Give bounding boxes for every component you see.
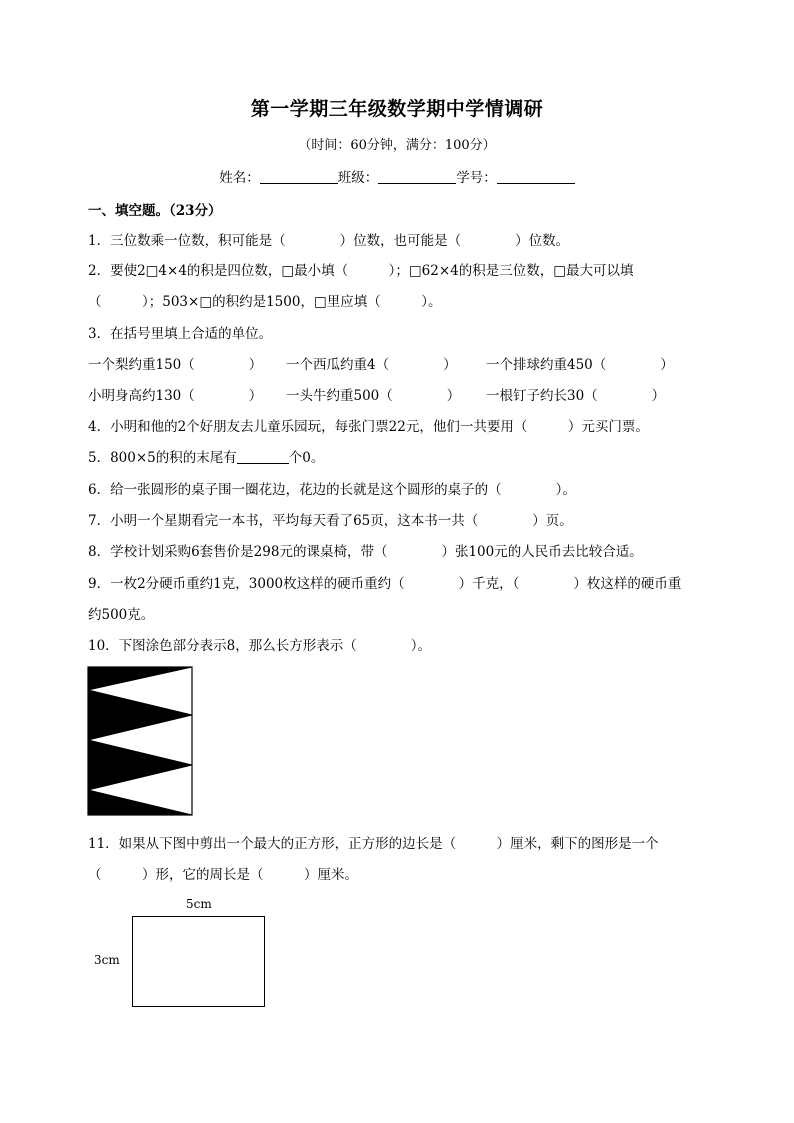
exam-subtitle: （时间：60分钟，满分：100分） <box>298 138 496 153</box>
q5-text-before: 5．800×5的积的末尾有 <box>88 450 237 466</box>
name-blank[interactable] <box>260 169 338 184</box>
section-heading-fill-blank: 一、填空题。（23分） <box>88 203 222 219</box>
question-7: 7．小明一个星期看完一本书，平均每天看了65页，这本书一共（ ）页。 <box>88 513 573 529</box>
class-label: 班级： <box>337 170 379 186</box>
question-6: 6．给一张圆形的桌子围一圈花边，花边的长就是这个圆形的桌子的（ ）。 <box>88 482 576 498</box>
rectangle-left-label: 3cm <box>94 953 120 967</box>
question-3: 3．在括号里填上合适的单位。 <box>88 326 273 342</box>
name-label: 姓名： <box>219 170 260 186</box>
question-4: 4．小明和他的2个好朋友去儿童乐园玩，每张门票22元，他们一共要用（ ）元买门票。 <box>88 419 649 435</box>
question-1: 1．三位数乘一位数，积可能是（ ）位数，也可能是（ ）位数。 <box>88 233 570 249</box>
q3-item-cow: 一头牛约重500（ ） <box>286 388 461 404</box>
page-title: 第一学期三年级数学期中学情调研 <box>250 98 544 120</box>
question-5 <box>88 446 324 466</box>
q5-text-after: 个0。 <box>288 450 325 466</box>
q3-item-height: 小明身高约130（ ） <box>88 388 263 404</box>
q3-item-watermelon: 一个西瓜约重4（ ） <box>286 357 457 373</box>
question-9-line-2: 约500克。 <box>88 607 155 623</box>
question-8: 8．学校计划采购6套售价是298元的课桌椅，带（ ）张100元的人民币去比较合适。 <box>88 544 643 560</box>
q3-item-pear: 一个梨约重150（ ） <box>88 357 263 373</box>
id-blank[interactable] <box>497 169 575 184</box>
shaded-triangles-svg <box>87 666 195 816</box>
rectangle-top-label: 5cm <box>186 897 212 911</box>
question-11-line-2: （ ）形，它的周长是（ ）厘米。 <box>88 867 358 883</box>
class-blank[interactable] <box>378 169 456 184</box>
student-info-row <box>0 166 794 186</box>
rectangle-shape <box>132 916 265 1007</box>
q3-item-volleyball: 一个排球约重450（ ） <box>486 357 674 373</box>
id-label: 学号： <box>456 170 497 186</box>
shaded-rectangle-figure <box>87 666 195 820</box>
question-2-line-2: （ ）；503×□的积约是1500，□里应填（ ）。 <box>88 294 442 310</box>
question-11-line-1: 11．如果从下图中剪出一个最大的正方形，正方形的边长是（ ）厘米，剩下的图形是一个 <box>88 836 659 852</box>
q5-blank[interactable] <box>237 449 289 464</box>
question-10: 10．下图涂色部分表示8，那么长方形表示（ ）。 <box>88 638 432 654</box>
question-9-line-1: 9．一枚2分硬币重约1克，3000枚这样的硬币重约（ ）千克，（ ）枚这样的硬币重 <box>88 576 682 592</box>
question-2-line-1: 2．要使2□4×4的积是四位数，□最小填（ ）；□62×4的积是三位数，□最大可以填 <box>88 263 634 279</box>
q3-item-nail: 一根钉子约长30（ ） <box>486 388 666 404</box>
